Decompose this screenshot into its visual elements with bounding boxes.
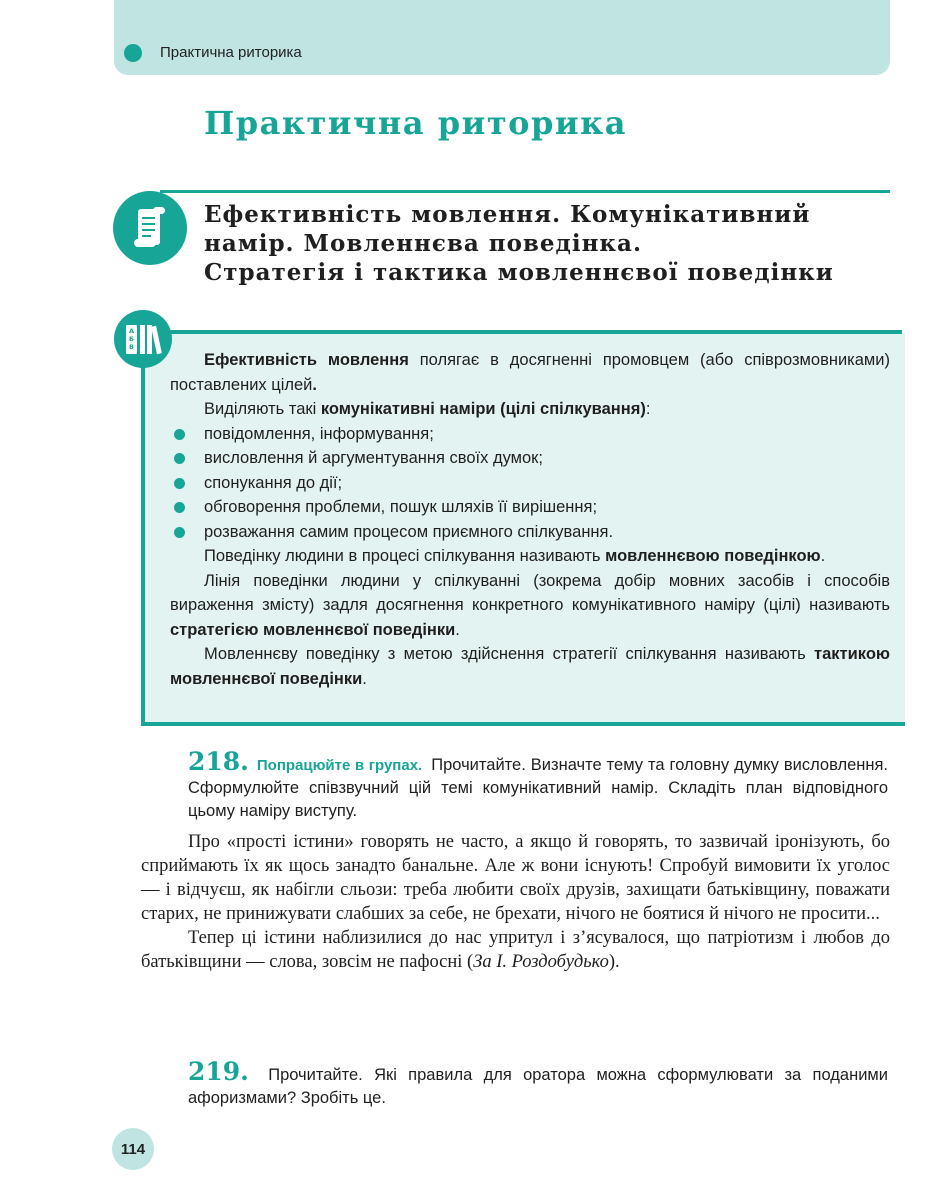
page-number: 114 bbox=[112, 1128, 154, 1170]
books-icon-letter: А bbox=[128, 327, 135, 335]
exercise-text: Прочитайте. Які правила для оратора можна сформулювати за поданими афоризмами? Зробіть це. bbox=[188, 1066, 888, 1107]
list-item: розважання самим процесом приємного спілкування. bbox=[170, 520, 890, 545]
author: За І. Роздобудько bbox=[473, 952, 609, 972]
running-header bbox=[114, 0, 890, 75]
header-section-name: Практична риторика bbox=[160, 44, 302, 61]
reading-text bbox=[141, 830, 890, 974]
exercise-task-label: Попрацюйте в групах. bbox=[256, 757, 423, 774]
reading-paragraph: Тепер ці істини наблизилися до нас упритул і з’ясувалося, що патріотизм і любов до батьківщини — слова, зовсім не пафосні (За І. Роздобудько). bbox=[141, 928, 890, 972]
theory-paragraph: Ефективність мовлення полягає в досягненні промовцем (або співрозмовниками) поставлених цілей. bbox=[170, 351, 890, 394]
scroll-icon bbox=[113, 191, 187, 265]
books-icon bbox=[114, 310, 172, 368]
topic-divider bbox=[160, 190, 890, 193]
exercise-218 bbox=[188, 747, 888, 823]
theory-content bbox=[170, 348, 890, 691]
topic-title-line: Стратегія і тактика мовленнєвої поведінки bbox=[204, 259, 834, 286]
exercise-number: 219. bbox=[188, 1057, 249, 1086]
theory-paragraph: Виділяють такі комунікативні наміри (цілі спілкування): bbox=[204, 400, 651, 418]
header-bullet-icon bbox=[124, 44, 142, 62]
exercise-219 bbox=[188, 1057, 888, 1110]
exercise-text: Прочитайте. Визначте тему та головну думку висловлення. Сформулюйте співзвучний цій темі комунікативний намір. Складіть план відповідного цьому наміру виступу. bbox=[188, 756, 888, 820]
list-item: повідомлення, інформування; bbox=[170, 422, 890, 447]
theory-paragraph: Поведінку людини в процесі спілкування називають мовленнєвою поведінкою. bbox=[204, 547, 826, 565]
exercise-number: 218. bbox=[188, 747, 249, 776]
section-title: Практична риторика bbox=[204, 104, 627, 142]
list-item: висловлення й аргументування своїх думок; bbox=[170, 446, 890, 471]
list-item: обговорення проблеми, пошук шляхів її вирішення; bbox=[170, 495, 890, 520]
reading-paragraph: Про «прості істини» говорять не часто, а якщо й говорять, то зазвичай іронізують, бо сприймають їх як щось занадто банальне. Але ж вони існують! Спробуй вимовити їх уголос — і відчуєш, як набігли сльози: треба любити своїх друзів, захищати батьківщину, поважати старих, не принижувати слабших за себе, не брехати, нічого не боятися й нічого не просити... bbox=[141, 832, 890, 924]
books-icon-letter: Б bbox=[129, 335, 134, 343]
list-item: спонукання до дії; bbox=[170, 471, 890, 496]
theory-paragraph: Мовленнєву поведінку з метою здійснення стратегії спілкування називають тактикою мовленнєвої поведінки. bbox=[170, 645, 890, 688]
theory-paragraph: Лінія поведінки людини у спілкуванні (зокрема добір мовних засобів і способів вираження змісту) задля досягнення конкретного комунікативного наміру (цілі) називають стратегією мовленнєвої поведінки. bbox=[170, 571, 890, 639]
books-icon-letter: В bbox=[129, 343, 134, 351]
topic-title-line: Ефективність мовлення. Комунікативний bbox=[204, 201, 811, 228]
topic-title-line: намір. Мовленнєва поведінка. bbox=[204, 230, 642, 257]
theory-box-top-border bbox=[160, 330, 902, 334]
topic-title bbox=[204, 200, 884, 287]
